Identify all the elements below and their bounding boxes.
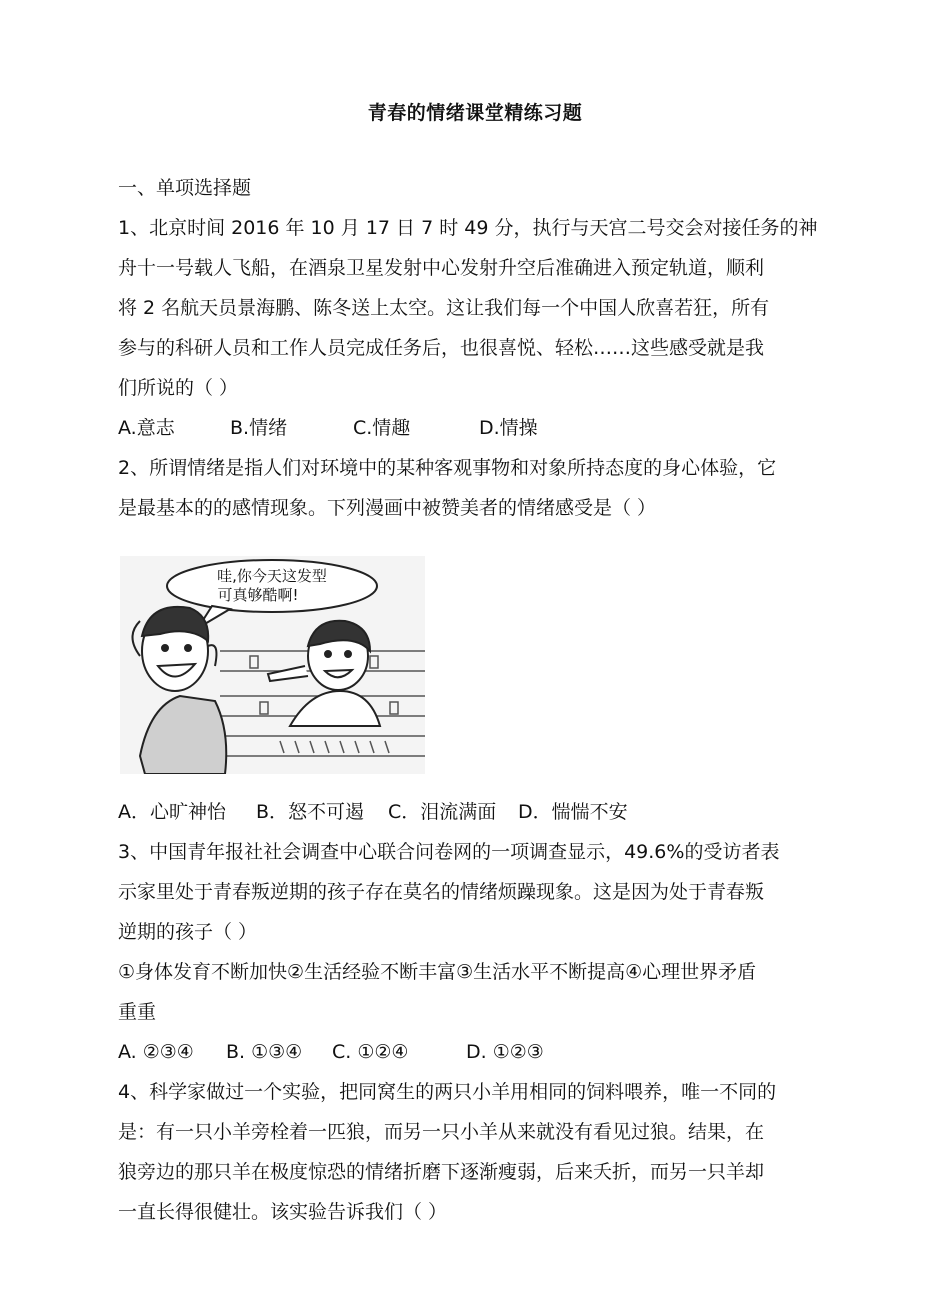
- question-2-line: 2、所谓情绪是指人们对环境中的某种客观事物和对象所持态度的身心体验，它: [118, 457, 777, 479]
- question-1: [118, 208, 834, 448]
- question-3-options: [118, 1032, 834, 1072]
- option-d: D．惴惴不安: [518, 801, 628, 823]
- question-2: [118, 448, 834, 832]
- question-1-line: 参与的科研人员和工作人员完成任务后，也很喜悦、轻松……这些感受就是我: [118, 337, 765, 359]
- question-4-line: 狼旁边的那只羊在极度惊恐的情绪折磨下逐渐瘦弱，后来夭折，而另一只羊却: [118, 1161, 765, 1183]
- question-4: [118, 1072, 834, 1232]
- option-b: B.情绪: [230, 417, 288, 439]
- question-2-options: [118, 792, 834, 832]
- question-3-line: 重重: [118, 1001, 157, 1023]
- cartoon-image: [120, 556, 425, 774]
- option-d: D. ①②③: [466, 1041, 544, 1063]
- bubble-text-line-1: 哇,你今天这发型: [217, 567, 327, 585]
- option-a: A．心旷神怡: [118, 801, 226, 823]
- question-4-line: 一直长得很健壮。该实验告诉我们（ ）: [118, 1201, 448, 1223]
- question-4-line: 4、科学家做过一个实验，把同窝生的两只小羊用相同的饲料喂养，唯一不同的: [118, 1081, 777, 1103]
- option-c: C．泪流满面: [388, 801, 497, 823]
- document-body: [118, 168, 834, 1232]
- section-heading: 一、单项选择题: [118, 177, 252, 199]
- page-title: 青春的情绪课堂精练习题: [367, 102, 583, 124]
- option-a: A. ②③④: [118, 1041, 194, 1063]
- question-1-line: 1、北京时间 2016 年 10 月 17 日 7 时 49 分，执行与天宫二号交会对接任务的神: [118, 217, 818, 239]
- question-1-line: 将 2 名航天员景海鹏、陈冬送上太空。这让我们每一个中国人欣喜若狂，所有: [118, 297, 770, 319]
- question-3-line: 示家里处于青春叛逆期的孩子存在莫名的情绪烦躁现象。这是因为处于青春叛: [118, 881, 765, 903]
- option-b: B. ①③④: [226, 1041, 303, 1063]
- question-1-options: [118, 408, 834, 448]
- option-d: D.情操: [479, 417, 538, 439]
- question-3-line: 逆期的孩子（ ）: [118, 921, 258, 943]
- question-3-line: 3、中国青年报社社会调查中心联合问卷网的一项调查显示，49.6%的受访者表: [118, 841, 780, 863]
- option-b: B．怒不可遏: [256, 801, 365, 823]
- question-3-line: ①身体发育不断加快②生活经验不断丰富③生活水平不断提高④心理世界矛盾: [118, 961, 757, 983]
- option-a: A.意志: [118, 417, 175, 439]
- question-2-line: 是最基本的的感情现象。下列漫画中被赞美者的情绪感受是（ ）: [118, 497, 657, 519]
- question-1-line: 舟十一号载人飞船，在酒泉卫星发射中心发射升空后准确进入预定轨道，顺利: [118, 257, 765, 279]
- question-4-line: 是：有一只小羊旁栓着一匹狼，而另一只小羊从来就没有看见过狼。结果，在: [118, 1121, 765, 1143]
- option-c: C.情趣: [353, 417, 411, 439]
- question-3: [118, 832, 834, 1072]
- bubble-text-line-2: 可真够酷啊!: [217, 586, 299, 604]
- option-c: C. ①②④: [332, 1041, 409, 1063]
- question-1-line: 们所说的（ ）: [118, 377, 239, 399]
